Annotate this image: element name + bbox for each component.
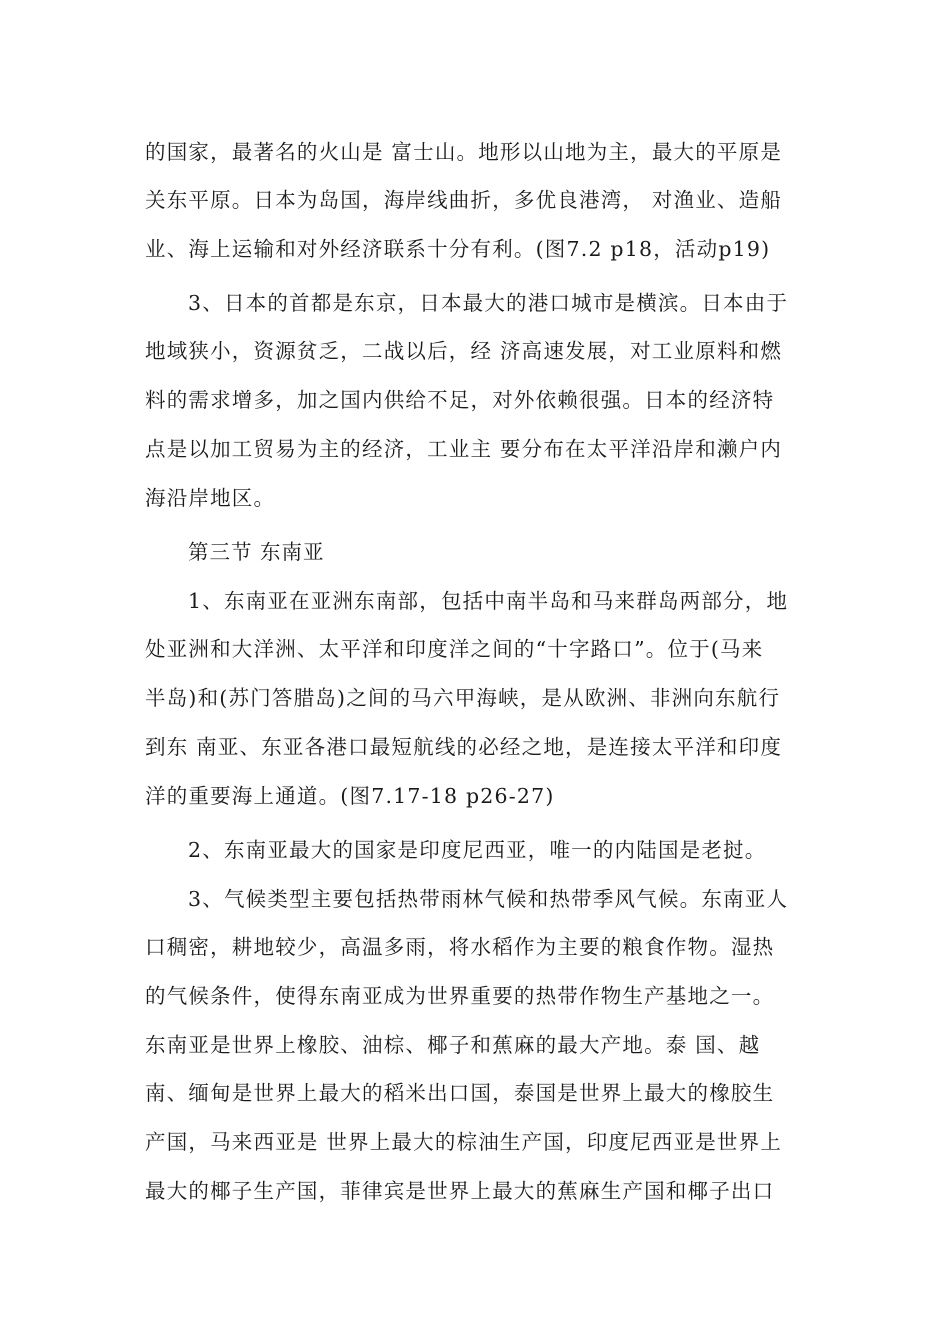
text-line: 点是以加工贸易为主的经济，工业主 要分布在太平洋沿岸和濑户内 bbox=[145, 437, 783, 461]
text-line: 业、海上运输和对外经济联系十分有利。(图7.2 p18，活动p19) bbox=[145, 237, 771, 261]
paragraph-start-line: 1、东南亚在亚洲东南部，包括中南半岛和马来群岛两部分，地 bbox=[188, 589, 789, 613]
text-line: 到东 南亚、东亚各港口最短航线的必经之地，是连接太平洋和印度 bbox=[145, 735, 783, 759]
paragraph-start-line: 3、气候类型主要包括热带雨林气候和热带季风气候。东南亚人 bbox=[188, 887, 789, 911]
text-line: 料的需求增多，加之国内供给不足，对外依赖很强。日本的经济特 bbox=[145, 388, 775, 412]
text-line: 处亚洲和大洋洲、太平洋和印度洋之间的“十字路口”。位于(马来 bbox=[145, 637, 764, 661]
text-line: 口稠密，耕地较少，高温多雨，将水稻作为主要的粮食作物。湿热 bbox=[145, 935, 775, 959]
text-line: 地域狭小，资源贫乏，二战以后，经 济高速发展，对工业原料和燃 bbox=[145, 339, 783, 363]
text-line: 的气候条件，使得东南亚成为世界重要的热带作物生产基地之一。 bbox=[145, 984, 775, 1008]
text-line: 最大的椰子生产国，菲律宾是世界上最大的蕉麻生产国和椰子出口 bbox=[145, 1179, 775, 1203]
text-line: 关东平原。日本为岛国，海岸线曲折，多优良港湾， 对渔业、造船 bbox=[145, 188, 783, 212]
section-heading: 第三节 东南亚 bbox=[188, 540, 325, 564]
text-line: 洋的重要海上通道。(图7.17-18 p26-27) bbox=[145, 784, 555, 808]
text-line: 南、缅甸是世界上最大的稻米出口国，泰国是世界上最大的橡胶生 bbox=[145, 1081, 775, 1105]
text-line: 半岛)和(苏门答腊岛)之间的马六甲海峡，是从欧洲、非洲向东航行 bbox=[145, 686, 781, 710]
paragraph-start-line: 2、东南亚最大的国家是印度尼西亚，唯一的内陆国是老挝。 bbox=[188, 838, 767, 862]
paragraph-start-line: 3、日本的首都是东京，日本最大的港口城市是横滨。日本由于 bbox=[188, 291, 789, 315]
text-line: 东南亚是世界上橡胶、油棕、椰子和蕉麻的最大产地。泰 国、越 bbox=[145, 1033, 761, 1057]
text-line: 产国，马来西亚是 世界上最大的棕油生产国，印度尼西亚是世界上 bbox=[145, 1130, 783, 1154]
text-line: 的国家，最著名的火山是 富士山。地形以山地为主，最大的平原是 bbox=[145, 140, 783, 164]
text-line: 海沿岸地区。 bbox=[145, 486, 276, 510]
